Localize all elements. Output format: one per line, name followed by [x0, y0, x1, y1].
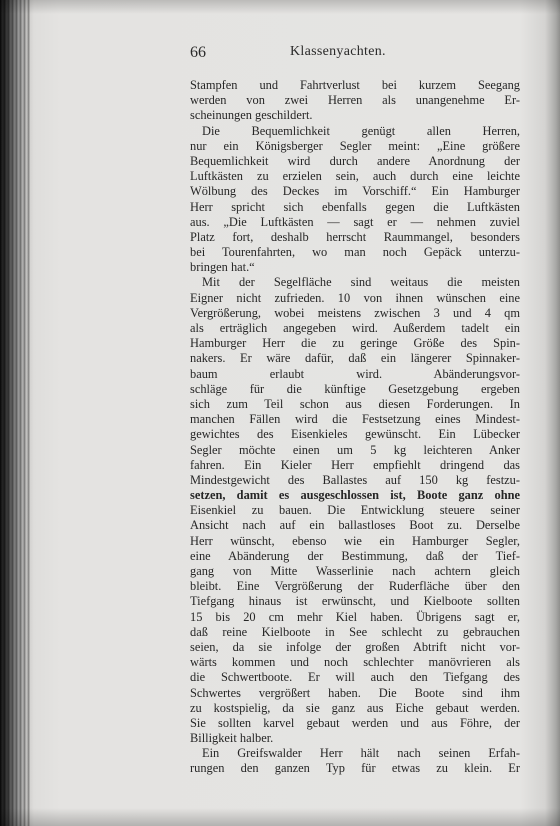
text-line: rungen den ganzen Typ für etwas zu klein. Er	[190, 761, 520, 776]
text-line: Platz fort, deshalb herrscht Raummangel, besonders	[190, 229, 520, 244]
text-line: Mit der Segelfläche sind weitaus die meisten	[202, 275, 520, 290]
text-line: bei Tourenfahrten, wo man noch Gepäck unterzu-	[190, 245, 520, 260]
text-line: wärts kommen und noch schlechter manövrieren als	[190, 655, 520, 670]
text-line: eine Abänderung der Bestimmung, daß der Tief-	[190, 548, 520, 563]
text-line: die Schwertboote. Er will auch den Tiefgang des	[190, 670, 520, 685]
text-line: Eisenkiel zu bauen. Die Entwicklung steuere seiner	[190, 503, 520, 518]
text-line: baum erlaubt wird. Abänderungsvor-	[190, 366, 520, 381]
text-line: 15 bis 20 cm mehr Kiel haben. Übrigens sagt er,	[190, 609, 520, 624]
text-line: Hamburger Herr die zu geringe Größe des Spin-	[190, 336, 520, 351]
text-line: Ein Greifswalder Herr hält nach seinen Erfah-	[202, 746, 520, 761]
text-line: daß reine Kielboote in See schlecht zu gebrauchen	[190, 624, 520, 639]
text-line: sich zum Teil schon aus diesen Forderungen. In	[190, 396, 520, 411]
text-line: Schwertes vergrößert haben. Die Boote sind ihm	[190, 685, 520, 700]
text-line: bleibt. Eine Vergrößerung der Ruderfläche über den	[190, 579, 520, 594]
bottom-edge-shadow	[0, 808, 560, 826]
text-line: bringen hat.“	[190, 260, 255, 275]
text-line: Tiefgang hinaus ist erwünscht, und Kielboote sollten	[190, 594, 520, 609]
text-line: Herr wünscht, ebenso wie ein Hamburger Segler,	[190, 533, 520, 548]
text-line: nur ein Königsberger Segler meint: „Eine größere	[190, 138, 520, 153]
text-line: Mindestgewicht des Ballastes auf 150 kg festzu-	[190, 472, 520, 487]
text-line: scheinungen geschildert.	[190, 108, 313, 123]
text-line: Vergrößerung, wobei meistens zwischen 3 und 4 qm	[190, 305, 520, 320]
top-edge-shadow	[0, 0, 560, 14]
text-line: Segler möchte einen um 5 kg leichteren Anker	[190, 442, 520, 457]
text-line: gang von Mitte Wasserlinie nach achtern gleich	[190, 564, 520, 578]
text-line: als erträglich angegeben wird. Außerdem tadelt ein	[190, 321, 520, 335]
body-text	[190, 78, 520, 777]
running-head: Klassenyachten.	[290, 44, 386, 59]
text-line: setzen, damit es ausgeschlossen ist, Boote ganz ohne	[190, 488, 520, 503]
book-spine-shadow	[0, 0, 30, 826]
page-number: 66	[190, 44, 206, 61]
text-line: Ansicht nach auf ein ballastloses Boot zu. Derselbe	[190, 518, 520, 533]
text-line: seien, da sie infolge der großen Abtrift nicht vor-	[190, 639, 520, 654]
text-line: Billigkeit halber.	[190, 731, 274, 746]
text-line: gewichtes des Eisenkieles gewünscht. Ein Lübecker	[190, 427, 520, 442]
text-line: Luftkästen zu erzielen sein, auch durch eine leichte	[190, 169, 520, 184]
text-line: Eigner nicht zufrieden. 10 von ihnen wünschen eine	[190, 290, 520, 305]
text-line: zu kostspielig, da sie ganz aus Eiche gebaut werden.	[190, 700, 520, 715]
text-line: Stampfen und Fahrtverlust bei kurzem Seegang	[190, 78, 520, 92]
text-line: fahren. Ein Kieler Herr empfiehlt dringend das	[190, 457, 520, 472]
text-line: Bequemlichkeit wird durch andere Anordnung der	[190, 153, 520, 168]
text-line: aus. „Die Luftkästen — sagt er — nehmen zuviel	[190, 214, 520, 229]
text-line: Herr spricht sich ebenfalls gegen die Luftkästen	[190, 199, 520, 214]
text-line: Wölbung des Deckes im Vorschiff.“ Ein Hamburger	[190, 184, 520, 199]
text-line: Sie sollten karvel gebaut werden und aus Föhre, der	[190, 715, 520, 730]
text-line: manchen Fällen wird die Festsetzung eines Mindest-	[190, 412, 520, 427]
text-line: schläge für die künftige Gesetzgebung ergeben	[190, 381, 520, 396]
text-line: nakers. Er wäre dafür, daß ein längerer Spinnaker-	[190, 351, 520, 366]
text-line: Die Bequemlichkeit genügt allen Herren,	[202, 123, 520, 138]
text-line: werden von zwei Herren als unangenehme Er-	[190, 93, 520, 108]
